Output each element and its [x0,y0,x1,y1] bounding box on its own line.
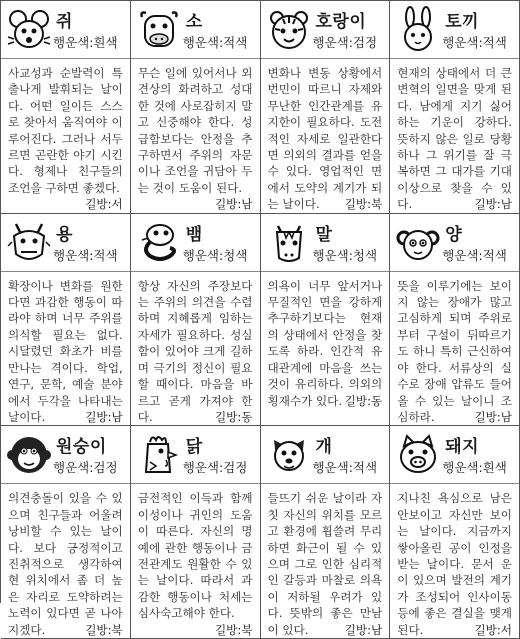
zodiac-name: 호랑이 [315,12,367,32]
snake-icon [136,220,182,266]
lucky-color: 행운색:흰색 [53,35,118,50]
lucky-direction: 길방:남 [474,409,512,424]
fortune-text: 변화나 변동 상황에서 번민이 따르니 자제와 무난한 인간관계를 유지한이 필요하다. 도전적인 자세로 일관한다면 의외의 결과를 얻을 수 있다. 영업적인 면에서 도약의 계기가 되는 날이다. 길방:북 [267,66,383,212]
pig-icon [395,432,441,478]
rat-icon [6,7,52,53]
fortune-cell-tiger [261,1,391,214]
sheep-icon [395,220,441,266]
zodiac-name: 소 [185,12,203,32]
zodiac-name: 토끼 [445,12,480,32]
fortune-cell-rat [1,1,131,214]
fortune-text: 금전적인 이득과 함께 이성이나 귀인의 도움이 따른다. 자신의 명예에 관한 행동이나 금전관계도 원활한 수 있는 날이다. 따라서 과감한 행동이나 처세는 심사숙고해야 한다. 길방:북 [137,491,253,637]
fortune-cell-horse [261,214,391,427]
zodiac-name: 말 [315,224,333,245]
lucky-color: 행운색:청색 [182,247,248,263]
ox-icon [136,7,182,53]
fortune-cell-dragon [1,214,131,427]
lucky-color: 행운색:적색 [182,35,248,50]
fortune-text: 의욕이 너무 앞서거나 무질적인 면을 강하게 추구하기보다는 현재의 상태에서 안정을 찾도록 하라. 인간적 유대관계에 마음을 쓰는 것이 유리하다. 의외의 횡재수가 있다. 길방:동 [267,278,383,408]
lucky-color: 행운색:적색 [53,247,118,263]
fortune-text: 의견충돌이 있을 수 있으며 친구들과 어울려 낭비할 수 있는 날이다. 보다 긍정적이고 진취적으로 생각하여 현 위치에서 좀 더 높은 자리로 도약하려는 노력이 있다면 곧 나아지겠다. 길방:북 [8,491,123,637]
lucky-color: 행운색:적색 [442,247,507,263]
fortune-text: 들뜨기 쉬운 날이라 자칫 자신의 위치를 모르고 환경에 휩쓸려 무리하면 화근이 될 수 있으며 그로 인한 심리적인 갈등과 마찰로 의욕이 저하될 우려가 있다. 뜻밖의 좋은 만남이 있다. 길방:남 [267,491,383,637]
lucky-direction: 길방:동 [344,393,383,408]
fortune-text: 항상 자신의 주장보다는 주위의 의견을 수렴하며 지혜롭게 임하는 자세가 필요하다. 성실함이 있어야 크게 길하며 극기의 정신이 필요할 때이다. 마음을 바르고 곧게 가져야 한다. 길방:동 [137,278,253,424]
lucky-direction: 길방:서 [474,622,512,637]
fortune-text: 뜻을 이루기에는 보이지 않는 장애가 많고 고심하게 되며 주위로부터 구설이 뒤따르기도 하니 특히 근신하여야 한다. 서류상의 실수로 장애 압류도 들어올 수 있는 날이니 조심하라. 길방:남 [397,278,512,424]
lucky-color: 행운색:흰색 [442,460,507,476]
fortune-cell-dog [261,426,391,639]
fortune-cell-rooster [131,426,261,639]
zodiac-name: 닭 [185,437,203,458]
zodiac-name: 쥐 [56,12,73,32]
rabbit-icon [395,7,441,53]
lucky-direction: 길방:동 [214,409,253,424]
lucky-color: 행운색:검정 [182,460,248,476]
dragon-icon [6,220,52,266]
lucky-direction: 길방:남 [85,409,123,424]
fortune-text: 확장이나 변화를 원한다면 과감한 행동이 따라야 하며 너무 주위를 의식할 필요는 없다. 시달렸던 화초가 비를 만나는 격이다. 학업, 연구, 문학, 예술 분야에서 두각을 나타내는 날이다. 길방:남 [8,278,123,424]
lucky-direction: 길방:남 [474,197,512,212]
lucky-direction: 길방:남 [214,197,253,212]
zodiac-name: 뱀 [185,224,203,245]
monkey-icon [6,432,52,478]
zodiac-name: 양 [445,224,463,245]
zodiac-name: 용 [56,224,73,245]
fortune-cell-monkey [1,426,131,639]
lucky-color: 행운색:적색 [312,460,378,476]
fortune-text: 지나친 욕심으로 남은 안보이고 자신만 보이는 날이다. 지금까지 쌓아올린 공이 인정을 받는 날이다. 문서 운이 있으며 발전의 계기가 조성되어 인사이동 등에 좋은 결실을 맺게 된다. 길방:서 [397,491,512,637]
zodiac-name: 원숭이 [56,437,107,458]
dog-icon [266,432,312,478]
fortune-cell-sheep [390,214,520,427]
rooster-icon [136,432,182,478]
fortune-cell-ox [131,1,261,214]
horse-icon [266,220,312,266]
lucky-direction: 길방:서 [85,197,123,212]
zodiac-name: 돼지 [445,437,480,458]
fortune-cell-pig [390,426,520,639]
lucky-color: 행운색:검정 [312,35,378,50]
fortune-text: 현재의 상태에서 더 큰 변혁의 일면을 맞게 된다. 남에게 지기 싫어하는 기운이 강하다. 뜻하지 않은 일로 당황하나 그 위기를 잘 극복하면 그 대가를 기대 이상으로 찾을 수 있다. 길방:남 [397,66,512,212]
fortune-cell-snake [131,214,261,427]
lucky-direction: 길방:북 [344,197,383,212]
tiger-icon [266,7,312,53]
lucky-direction: 길방:북 [214,622,253,637]
fortune-text: 무슨 일에 있어서나 외견상의 화려하고 성대한 것에 사로잡히지 말고 신중해야 한다. 성급함보다는 안정을 추구하면서 주위의 자문이나 조언을 귀담아 두는 것이 도움이 된다. 길방:남 [137,66,253,212]
lucky-color: 행운색:적색 [442,35,507,50]
zodiac-name: 개 [315,437,333,458]
lucky-color: 행운색:청색 [312,247,378,263]
fortune-text: 사교성과 순발력이 특출나게 발휘되는 날이다. 어떤 일이든 스스로 찾아서 움직여야 이루어진다. 그러나 서두르면 곤란한 야기 시킨다. 형제나 친구들의 조언을 구하면 좋겠다. 길방:서 [8,66,123,212]
fortune-cell-rabbit [390,1,520,214]
lucky-direction: 길방:북 [85,622,123,637]
lucky-direction: 길방:남 [344,622,383,637]
lucky-color: 행운색:검정 [53,460,118,476]
